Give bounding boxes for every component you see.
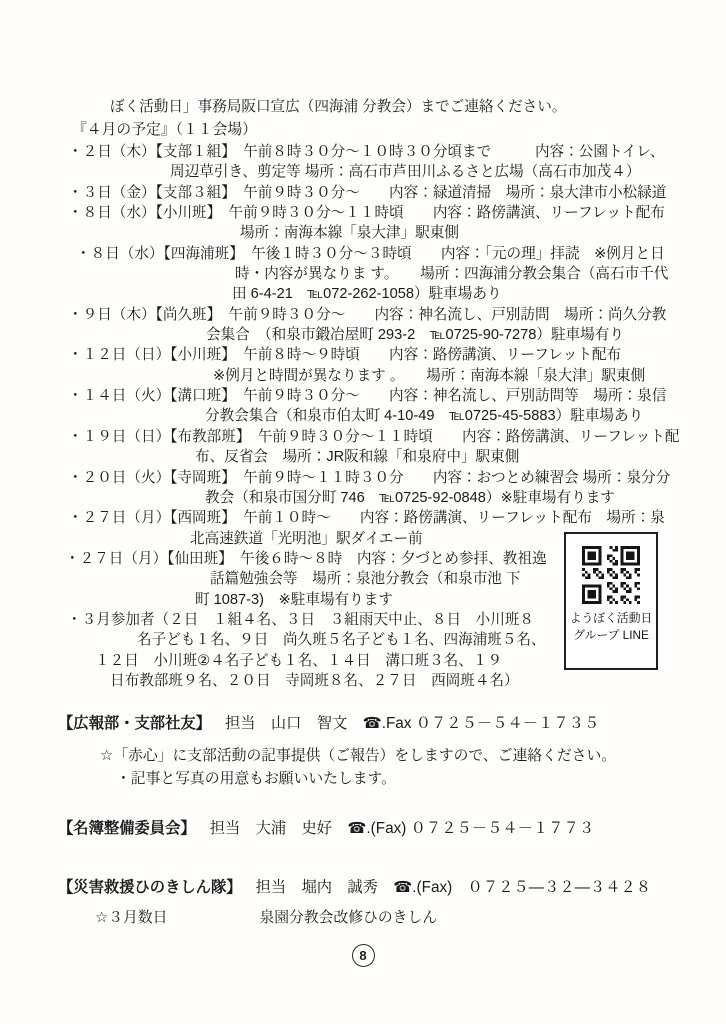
- schedule-line: １２日 小川班②４名子ども１名、１４日 溝口班３名、１９: [95, 652, 503, 669]
- section-contact: 担当 大浦 史好 ☎.(Fax) ０７２５－５４－１７７３: [209, 820, 595, 837]
- note-detail: 泉園分教会改修ひのきしん: [259, 910, 438, 926]
- section-contact: 担当 山口 智文 ☎.Fax ０７２５－５４－１７３５: [224, 715, 600, 732]
- schedule-line: 町 1087-3) ※駐車場有ります: [195, 591, 393, 608]
- page-number-value: 8: [352, 944, 375, 967]
- schedule-line: ・１２日（日）【小川班】 午前８時～９時頃 内容：路傍講演、リーフレット配布: [68, 347, 622, 364]
- note-date: ☆３月数日: [95, 910, 168, 926]
- section-pr-department: [58, 711, 599, 733]
- section-disaster-relief: [58, 875, 651, 897]
- schedule-line: 分教会集合（和泉市伯太町 4-10-49 ℡0725-45-5883）駐車場あり: [205, 408, 644, 425]
- qr-code-icon: [582, 546, 640, 604]
- schedule-line: 名子ども１名、９日 尚久班５名子ども１名、四海浦班５名、: [137, 632, 546, 649]
- schedule-line: ・３月参加者（２日 １組４名、３日 ３組雨天中止、８日 小川班８: [67, 611, 535, 628]
- schedule-line: ※例月と時間が異なります 。 場所：南海本線「泉大津」駅東側: [213, 367, 646, 384]
- section-note: ・記事と写真の用意もお願いいたします。: [116, 771, 396, 787]
- schedule-line: ・２７日（月）【仙田班】 午後６時～８時 内容：夕づとめ参拝、教祖逸: [65, 550, 547, 567]
- schedule-line: ・１４日（火）【溝口班】 午前９時３０分～ 内容：神名流し、戸別訪問等 場所：泉信: [68, 388, 667, 405]
- schedule-line: 布、反省会 場所：JR阪和線「和泉府中」駅東側: [195, 449, 520, 466]
- schedule-line: 教会（和泉市国分町 746 ℡0725-92-0848）※駐車場有ります: [205, 489, 615, 506]
- schedule-line: ・３日（金）【支部３組】 午前９時３０分～ 内容：緑道清掃 場所：泉大津市小松緑道: [68, 184, 667, 201]
- schedule-line: 話篇勉強会等 場所：泉池分教会（和泉市池 下: [210, 571, 521, 588]
- section-heading: 【名簿整備委員会】: [58, 820, 196, 837]
- schedule-line: ・１９日（日）【布教部班】 午前９時３０分～１１時頃 内容：路傍講演、リーフレット配: [68, 428, 680, 445]
- schedule-line: ・２７日（月）【西岡班】 午前１０時～ 内容：路傍講演、リーフレット配布 場所：泉: [68, 510, 665, 527]
- schedule-line: 日布教部班９名、２０日 寺岡班８名、２７日 西岡班４名）: [110, 672, 519, 689]
- schedule-line: ・２０日（火）【寺岡班】 午前９時～１１時３０分 内容：おつとめ練習会 場所：泉分分: [68, 469, 671, 486]
- section-heading: 【広報部・支部社友】: [58, 715, 211, 732]
- qr-caption-line1: ようぼく活動日: [569, 611, 653, 625]
- schedule-line: 時・内容が異なりま す。 場所：四海浦分教会集合（高石市千代: [235, 266, 669, 283]
- qr-caption-line2: グループ LINE: [573, 628, 649, 642]
- section-registry-committee: [58, 816, 594, 838]
- schedule-line: 田 6-4-21 ℡072-262-1058）駐車場あり: [232, 286, 502, 303]
- schedule-line: 北高速鉄道「光明池」駅ダイエー前: [190, 530, 423, 547]
- section-note: ☆「赤心」に支部活動の記事提供（ご報告）をしますので、ご連絡ください。: [100, 748, 617, 764]
- schedule-title: 『４月の予定』（１１会場）: [72, 122, 257, 138]
- line-group-qr-box: [564, 532, 658, 670]
- page-number: [0, 944, 726, 967]
- schedule-line: ・８日（水）【四海浦班】 午後１時３０分～３時頃 内容：「元の理」拝読 ※例月と日: [76, 245, 665, 262]
- section-contact: 担当 堀内 誠秀 ☎.(Fax) ０７２５—３２—３４２８: [255, 879, 652, 896]
- schedule-line: 場所：南海本線「泉大津」駅東側: [240, 225, 459, 242]
- schedule-line: ・８日（水）【小川班】 午前９時３０分～１１時頃 内容：路傍講演、リーフレット配布: [68, 205, 665, 222]
- schedule-line: ・２日（木）【支部１組】 午前８時３０分～１０時３０分頃まで 内容：公園トイレ、: [68, 144, 665, 160]
- schedule-line: ・９日（木）【尚久班】 午前９時３０分～ 内容：神名流し、戸別訪問 場所：尚久分教: [68, 306, 667, 323]
- section-heading: 【災害救援ひのきしん隊】: [58, 879, 242, 896]
- schedule-line: 周辺草引き、剪定等 場所：高石市芦田川ふるさと広場（高石市加茂４）: [170, 164, 641, 181]
- intro-line: ぼく活動日」事務局阪口宣広（四海浦 分教会）までご連絡ください。: [110, 99, 567, 115]
- schedule-line: 会集合 （和泉市鍛冶屋町 293-2 ℡0725-90-7278）駐車場有り: [206, 327, 624, 344]
- section-note: [95, 906, 437, 927]
